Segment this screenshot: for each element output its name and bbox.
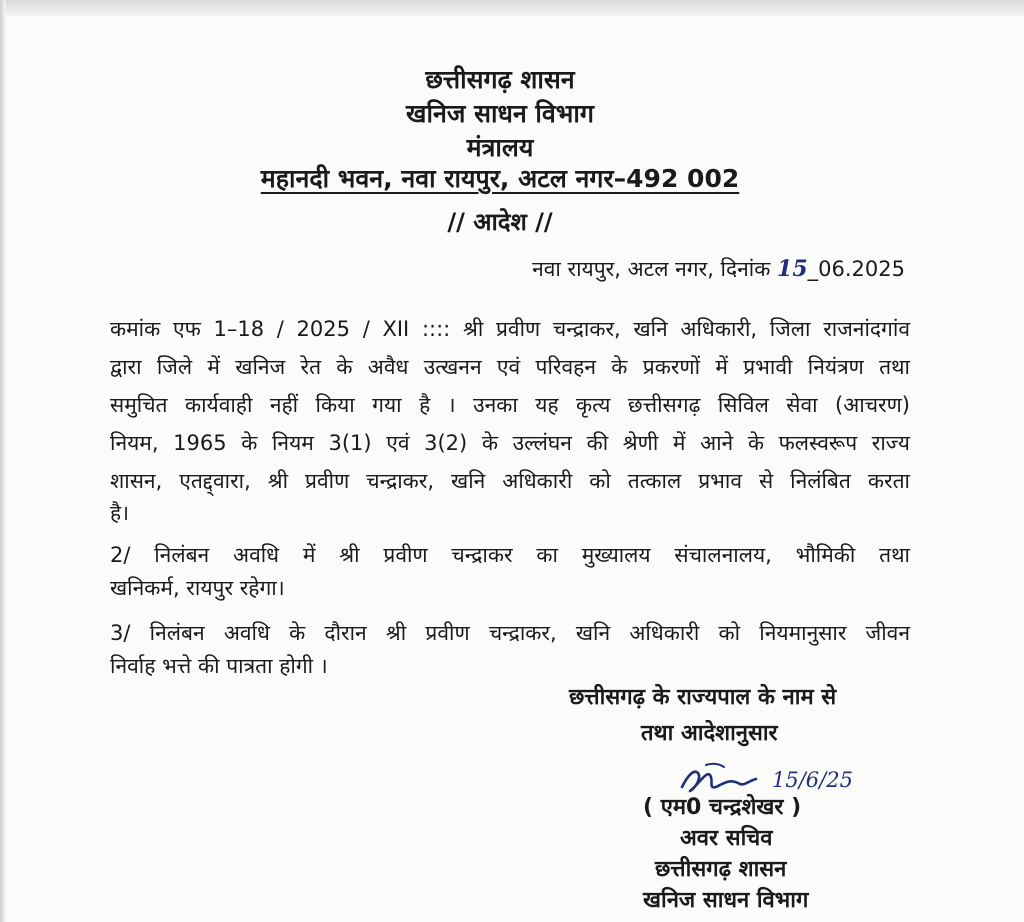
signature-authority-line2: तथा आदेशानुसार	[641, 721, 778, 746]
signatory-designation: अवर सचिव	[680, 826, 773, 851]
para1-line2: द्वारा जिले में खनिज रेत के अवैध उत्खनन एवं परिवहन के प्रकरणों में प्रभावी नियंत्रण तथा	[110, 355, 910, 379]
signature-date: 15/6/25	[772, 768, 853, 792]
signature-authority-line1: छत्तीसगढ़ के राज्यपाल के नाम से	[569, 685, 837, 710]
para1-line6: है।	[110, 501, 130, 525]
date-suffix: _06.2025	[807, 257, 905, 281]
header-ministry: मंत्रालय	[466, 133, 534, 162]
order-title: // आदेश //	[447, 208, 553, 236]
para3-line2: निर्वाह भत्ते की पात्रता होगी ।	[110, 654, 328, 678]
header-government: छत्तीसगढ़ शासन	[425, 65, 575, 94]
signatory-name: ( एम0 चन्द्रशेखर )	[643, 795, 802, 820]
para1-line1: कमांक एफ 1–18 / 2025 / XII :::: श्री प्रवीण चन्द्राकर, खनि अधिकारी, जिला राजनांदगांव	[110, 317, 910, 341]
para1-line5: शासन, एतद्द्वारा, श्री प्रवीण चन्द्राकर, खनि अधिकारी को तत्काल प्रभाव से निलंबित करता	[110, 469, 910, 493]
date-prefix: नवा रायपुर, अटल नगर, दिनांक	[532, 257, 778, 281]
header-address: महानदी भवन, नवा रायपुर, अटल नगर–492 002	[260, 164, 740, 193]
para3-line1: 3/ निलंबन अवधि के दौरान श्री प्रवीण चन्द्राकर, खनि अधिकारी को नियमानुसार जीवन	[110, 621, 910, 645]
para1-line4: नियम, 1965 के नियम 3(1) एवं 3(2) के उल्लंघन की श्रेणी में आने के फलस्वरूप राज्य	[110, 431, 910, 455]
header-department: खनिज साधन विभाग	[406, 99, 594, 128]
para2-line2: खनिकर्म, रायपुर रहेगा।	[110, 576, 285, 600]
scan-top-edge	[0, 0, 1024, 16]
para1-line3: समुचित कार्यवाही नहीं किया गया है । उनका यह कृत्य छत्तीसगढ़ सिविल सेवा (आचरण)	[110, 393, 910, 417]
signatory-org-department: खनिज साधन विभाग	[643, 888, 809, 913]
date-handwritten-day: 15	[777, 256, 808, 282]
signatory-org-government: छत्तीसगढ़ शासन	[655, 857, 787, 882]
order-date-line	[0, 254, 905, 284]
para2-line1: 2/ निलंबन अवधि में श्री प्रवीण चन्द्राकर का मुख्यालय संचालनालय, भौमिकी तथा	[110, 543, 910, 567]
